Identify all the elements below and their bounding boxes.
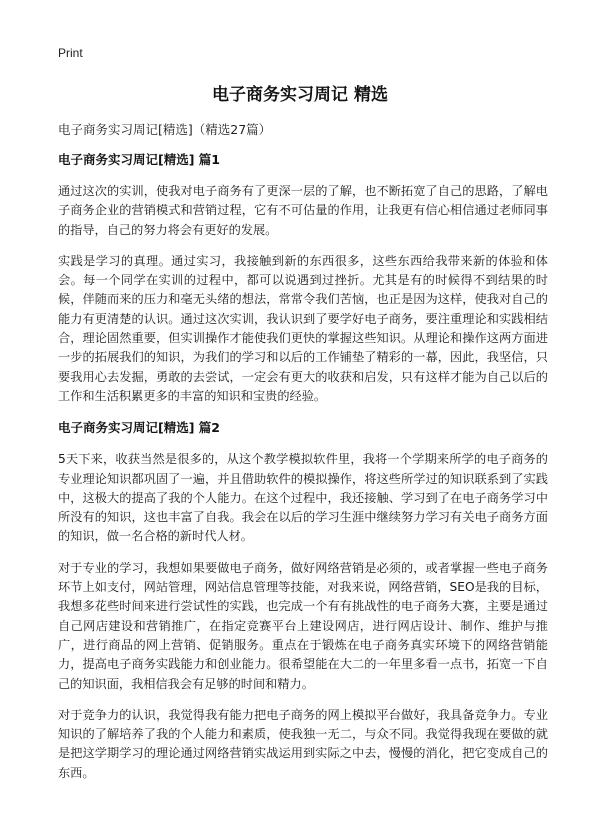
paragraph: 5天下来，收获当然是很多的，从这个教学模拟软件里，我将一个学期来所学的电子商务的专业理论知识都巩固了一遍，并且借助软件的模拟操作，将这些所学过的知识联系到了实践中，这极大的提高了我的个人能力。在这个过程中，我还接触、学习到了在电子商务学习中所没有的知识，这也丰富了自我。我会在以后的学习生涯中继续努力学习有关电子商务方面的知识，做一名合格的新时代人材。 — [58, 452, 548, 544]
section-heading: 电子商务实习周记[精选] 篇1 — [58, 152, 220, 167]
document-title: 电子商务实习周记 精选 — [212, 85, 388, 105]
print-link[interactable]: Print — [58, 46, 83, 60]
section-1 — [58, 150, 548, 406]
paragraph: 实践是学习的真理。通过实习，我接触到新的东西很多，这些东西给我带来新的体验和体会。每一个同学在实训的过程中，都可以说遇到过挫折。尤其是有的时候得不到结果的时候，伴随而来的压力和毫无头绪的想法，常常令我们苦恼，也正是因为这样，使我对自己的能力有更清楚的认识。通过这次实训，我认识到了要学好电子商务，要注重理论和实践相结合，理论固然重要，但实训操作才能使我们更快的掌握这些知识。从理论和操作这两方面进一步的拓展我们的知识，为我们的学习和以后的工作铺垫了精彩的一幕，因此，我坚信，只要我用心去发掘，勇敢的去尝试，一定会有更大的收获和启发，只有这样才能为自己以后的工作和生活积累更多的丰富的知识和宝贵的经验。 — [58, 253, 548, 403]
paragraph: 对于竞争力的认识，我觉得我有能力把电子商务的网上模拟平台做好，我具备竞争力。专业知识的了解培养了我的个人能力和素质，使我独一无二，与众不同。我觉得我现在要做的就是把这学期学习的理论通过网络营销实战运用到实际之中去，慢慢的消化，把它变成自己的东西。 — [58, 707, 548, 780]
document-content — [58, 144, 548, 795]
section-2 — [58, 418, 548, 783]
document-subtitle: 电子商务实习周记[精选]（精选27篇） — [58, 122, 272, 137]
paragraph: 通过这次的实训，使我对电子商务有了更深一层的了解，也不断拓宽了自己的思路，了解电子商务企业的营销模式和营销过程，它有不可估量的作用，让我更有信心相信通过老师同事的指导，自己的努力将会有更好的发展。 — [58, 184, 548, 237]
section-heading: 电子商务实习周记[精选] 篇2 — [58, 420, 220, 436]
paragraph: 对于专业的学习，我想如果要做电子商务，做好网络营销是必须的，或者掌握一些电子商务环节上如支付，网站管理，网站信息管理等技能，对我来说，网络营销，SEO是我的目标，我想多花些时间来进行尝试性的实践，也完成一个有有挑战性的电子商务大赛，主要是通过自己网店建设和营销推广，在指定竞赛平台上建设网店，进行网店设计、制作、维护与推广，进行商品的网上营销、促销服务。重点在于锻炼在电子商务真实环境下的网络营销能力，提高电子商务实践能力和创业能力。很希望能在大二的一年里多看一点书，拓宽一下自己的知识面，我相信我会有足够的时间和精力。 — [58, 560, 548, 691]
